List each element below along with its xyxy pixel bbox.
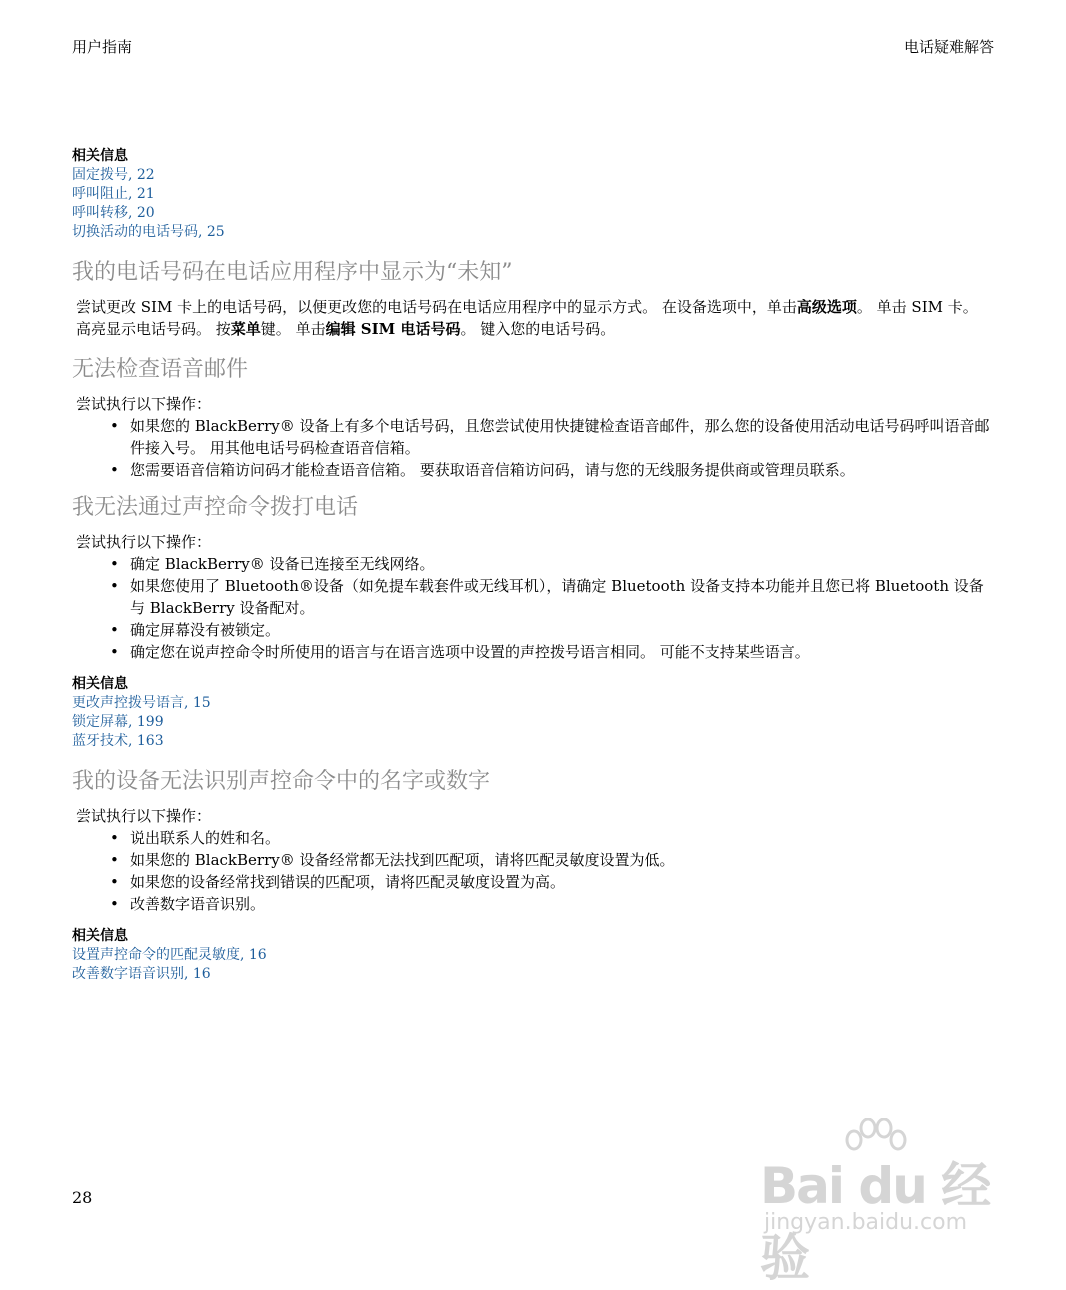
bullet-list-voice-dialing: [72, 553, 997, 663]
related-link-call-blocking[interactable]: 呼叫阻止, 21: [72, 186, 155, 202]
header-chapter-title: 电话疑难解答: [903, 38, 994, 56]
related-info-title: 相关信息: [72, 928, 128, 944]
bullet-list-voicemail: [72, 415, 997, 481]
related-info-2: [72, 675, 997, 751]
section-title-voicemail: 无法检查语音邮件: [72, 357, 249, 382]
related-link-bluetooth[interactable]: 蓝牙技术, 163: [72, 733, 164, 749]
section-title-voice-recognition: 我的设备无法识别声控命令中的名字或数字: [72, 769, 491, 794]
section-title-voice-dialing: 我无法通过声控命令拨打电话: [72, 495, 359, 520]
related-info-title: 相关信息: [72, 148, 128, 164]
header-guide-title: 用户指南: [72, 38, 133, 56]
section-intro-voice-dialing: 尝试执行以下操作：: [76, 533, 212, 551]
section-intro-voice-recognition: 尝试执行以下操作：: [76, 807, 212, 825]
related-link-fixed-dialing[interactable]: 固定拨号, 22: [72, 167, 155, 183]
related-info-1: [72, 147, 997, 242]
related-info-title: 相关信息: [72, 676, 128, 692]
page-number: 28: [72, 1188, 93, 1207]
baidu-jingyan-watermark: [760, 1118, 1010, 1287]
list-item: • 如果您使用了 Bluetooth®设备（如免提车载套件或无线耳机），请确定 Bluetooth 设备支持本功能并且您已将 Bluetooth 设备与 BlackBerry 设备配对。: [72, 575, 997, 619]
list-item: • 说出联系人的姓和名。: [72, 827, 997, 849]
list-item: • 改善数字语音识别。: [72, 893, 997, 915]
list-item: • 确定 BlackBerry® 设备已连接至无线网络。: [72, 553, 997, 575]
list-item: • 如果您的 BlackBerry® 设备上有多个电话号码，且您尝试使用快捷键检查语音邮件，那么您的设备使用活动电话号码呼叫语音邮件接入号。 用其他电话号码检查语音信箱。: [72, 415, 997, 459]
list-item: • 如果您的设备经常找到错误的匹配项，请将匹配灵敏度设置为高。: [72, 871, 997, 893]
list-item: • 确定屏幕没有被锁定。: [72, 619, 997, 641]
related-link-lock-screen[interactable]: 锁定屏幕, 199: [72, 714, 164, 730]
list-item: • 确定您在说声控命令时所使用的语言与在语言选项中设置的声控拨号语言相同。 可能不支持某些语言。: [72, 641, 997, 663]
list-item: • 您需要语音信箱访问码才能检查语音信箱。 要获取语音信箱访问码，请与您的无线服务提供商或管理员联系。: [72, 459, 997, 481]
related-link-digit-recognition[interactable]: 改善数字语音识别, 16: [72, 966, 211, 982]
bullet-list-voice-recognition: [72, 827, 997, 915]
section-body-unknown-number: 尝试更改 SIM 卡上的电话号码，以便更改您的电话号码在电话应用程序中的显示方式。 在设备选项中，单击高级选项。 单击 SIM 卡。 高亮显示电话号码。 按菜单键。 单击编辑 SIM 电话号码。 键入您的电话号码。: [76, 298, 978, 338]
related-link-match-sensitivity[interactable]: 设置声控命令的匹配灵敏度, 16: [72, 947, 267, 963]
related-link-voice-language[interactable]: 更改声控拨号语言, 15: [72, 695, 211, 711]
section-title-unknown-number: 我的电话号码在电话应用程序中显示为“未知”: [72, 260, 513, 285]
related-info-3: [72, 927, 997, 984]
section-intro-voicemail: 尝试执行以下操作：: [76, 395, 212, 413]
watermark-url: jingyan.baidu.com: [764, 1210, 968, 1235]
related-link-call-forwarding[interactable]: 呼叫转移, 20: [72, 205, 155, 221]
watermark-brand: Bai du 经验: [760, 1157, 990, 1287]
related-link-switch-number[interactable]: 切换活动的电话号码, 25: [72, 224, 225, 240]
page-content: [72, 147, 997, 984]
list-item: • 如果您的 BlackBerry® 设备经常都无法找到匹配项，请将匹配灵敏度设置为低。: [72, 849, 997, 871]
